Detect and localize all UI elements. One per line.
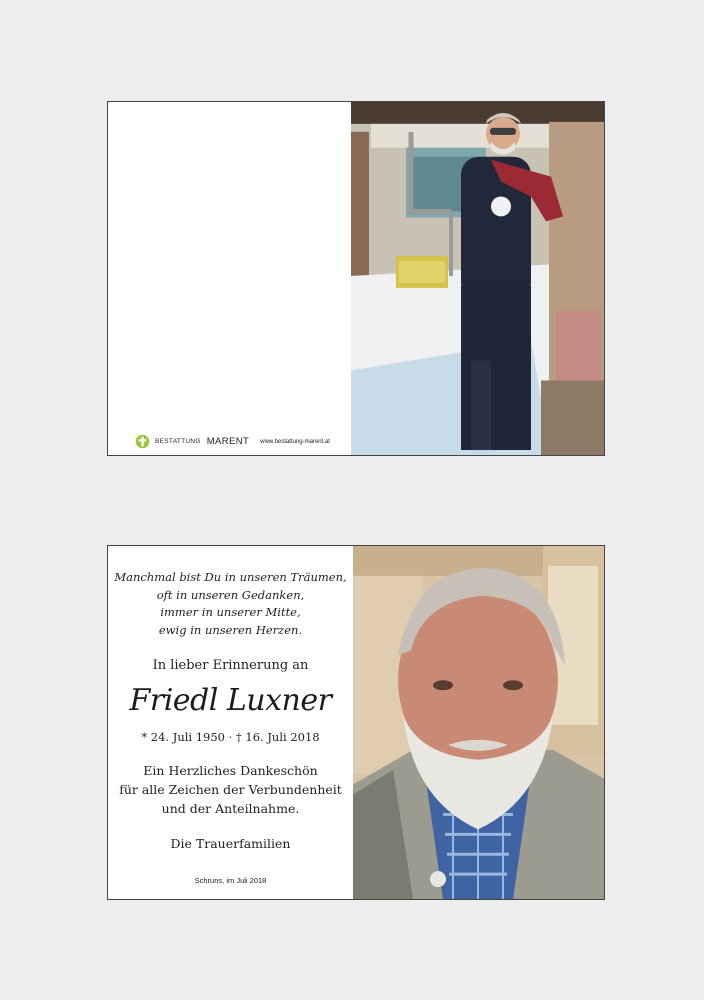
card-front (107, 101, 605, 456)
brand-word-bestattung: BESTATTUNG (155, 438, 201, 445)
deceased-name: Friedl Luxner (129, 683, 332, 718)
thanks-line: und der Anteilnahme. (161, 801, 300, 816)
brand-word-marent: MARENT (206, 436, 250, 447)
poem-line: oft in unseren Gedanken, (156, 587, 305, 602)
memorial-poem (108, 569, 353, 639)
life-dates: * 24. Juli 1950 · † 16. Juli 2018 (141, 730, 320, 744)
thanks-line: für alle Zeichen der Verbundenheit (119, 782, 342, 797)
ski-lift-photo (351, 102, 605, 455)
portrait-photo-icon (353, 546, 605, 899)
blank-panel (108, 102, 351, 455)
poem-line: Manchmal bist Du in unseren Träumen, (114, 570, 347, 584)
brand-url: www.bestattung-marent.at (260, 438, 330, 445)
place-and-date: Schruns, im Juli 2018 (194, 876, 267, 885)
funeral-home-branding (135, 434, 330, 449)
thanks-message (108, 761, 353, 818)
poem-line: immer in unserer Mitte, (160, 605, 301, 619)
portrait-photo (353, 546, 605, 899)
thanks-line: Ein Herzliches Dankeschön (143, 763, 318, 778)
poem-line: ewig in unseren Herzen. (158, 622, 303, 637)
memorial-intro: In lieber Erinnerung an (152, 658, 309, 673)
card-inside (107, 545, 605, 900)
memorial-text-panel (108, 546, 353, 899)
ski-lift-portrait-photo-icon (351, 102, 605, 455)
cross-logo-icon (135, 434, 150, 449)
family-signature: Die Trauerfamilien (170, 836, 291, 851)
